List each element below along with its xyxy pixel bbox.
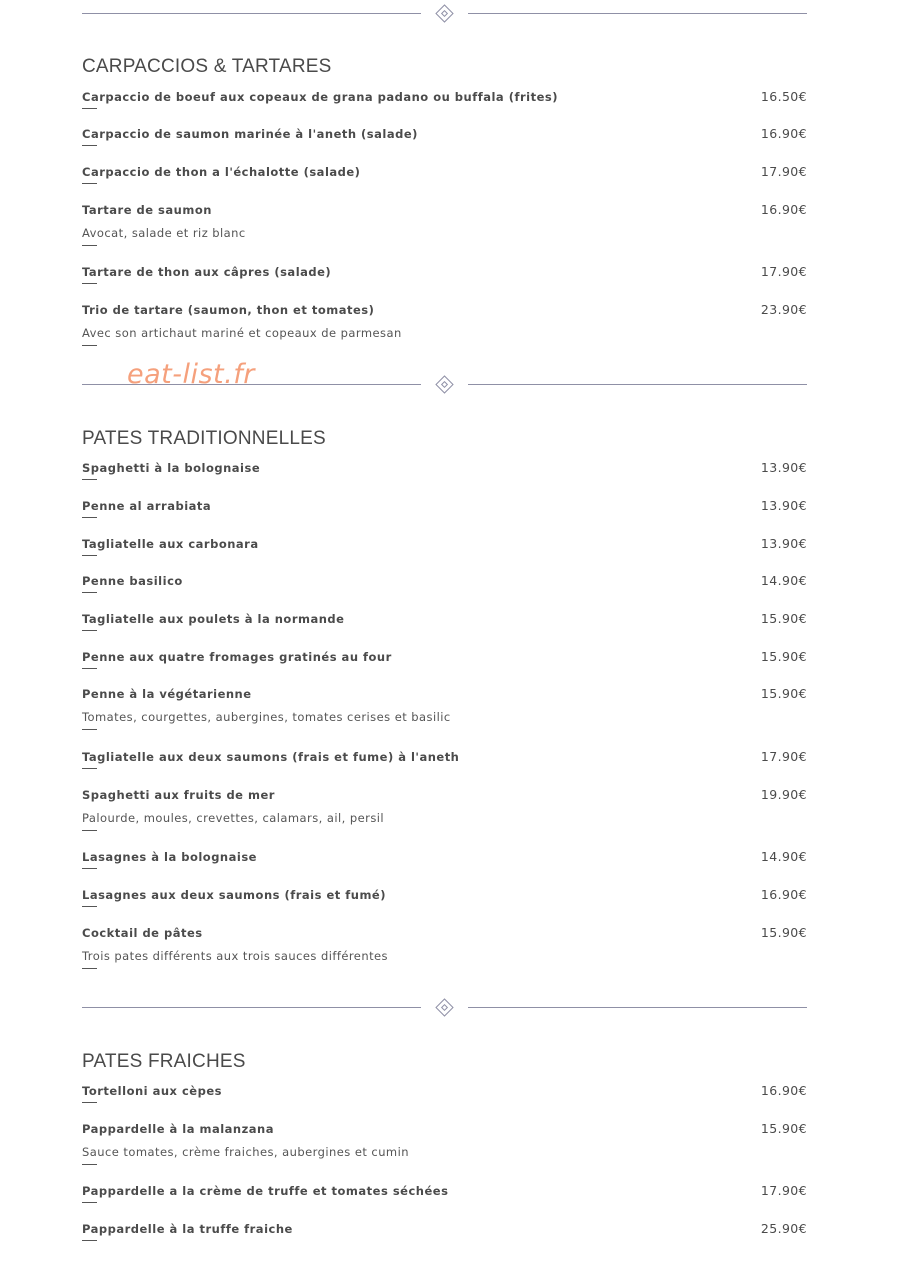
item-price: 15.90€ (760, 925, 807, 940)
item-price: 14.90€ (760, 573, 807, 588)
item-price: 23.90€ (760, 302, 807, 317)
item-price: 15.90€ (760, 649, 807, 664)
item-dash (82, 968, 97, 969)
diamond-ornament-icon (435, 4, 453, 22)
item-dash (82, 630, 97, 631)
item-dash (82, 1240, 97, 1241)
section-title: PATES TRADITIONNELLES (82, 428, 326, 449)
item-description: Palourde, moules, crevettes, calamars, ail, persil (82, 811, 385, 825)
item-price: 19.90€ (760, 787, 807, 802)
item-dash (82, 283, 97, 284)
watermark-text: eat-list.fr (127, 359, 255, 390)
item-description: Tomates, courgettes, aubergines, tomates cerises et basilic (82, 710, 451, 724)
item-description: Trois pates différents aux trois sauces différentes (82, 949, 388, 963)
item-name: Lasagnes à la bolognaise (82, 850, 257, 864)
item-price: 16.90€ (760, 887, 807, 902)
item-dash (82, 768, 97, 769)
item-dash (82, 517, 97, 518)
item-dash (82, 555, 97, 556)
item-dash (82, 245, 97, 246)
item-price: 14.90€ (760, 849, 807, 864)
item-price: 17.90€ (760, 164, 807, 179)
item-name: Pappardelle a la crème de truffe et tomates séchées (82, 1184, 449, 1198)
item-price: 16.90€ (760, 1083, 807, 1098)
item-price: 16.90€ (760, 202, 807, 217)
item-price: 25.90€ (760, 1221, 807, 1236)
item-name: Penne aux quatre fromages gratinés au four (82, 650, 392, 664)
item-description: Sauce tomates, crème fraiches, aubergines et cumin (82, 1145, 409, 1159)
item-name: Tartare de saumon (82, 203, 212, 217)
item-dash (82, 592, 97, 593)
item-description: Avocat, salade et riz blanc (82, 226, 246, 240)
item-price: 16.90€ (760, 126, 807, 141)
divider-line (468, 384, 807, 385)
item-name: Carpaccio de thon a l'échalotte (salade) (82, 165, 361, 179)
item-dash (82, 479, 97, 480)
divider-line (468, 13, 807, 14)
item-name: Tagliatelle aux deux saumons (frais et fume) à l'aneth (82, 750, 460, 764)
item-price: 13.90€ (760, 498, 807, 513)
section-title: CARPACCIOS & TARTARES (82, 56, 332, 77)
item-name: Pappardelle à la malanzana (82, 1122, 274, 1136)
item-price: 13.90€ (760, 460, 807, 475)
item-dash (82, 1102, 97, 1103)
item-name: Penne al arrabiata (82, 499, 212, 513)
item-dash (82, 830, 97, 831)
item-dash (82, 906, 97, 907)
item-name: Tartare de thon aux câpres (salade) (82, 265, 332, 279)
item-name: Trio de tartare (saumon, thon et tomates) (82, 303, 375, 317)
item-dash (82, 1202, 97, 1203)
item-name: Carpaccio de saumon marinée à l'aneth (salade) (82, 127, 418, 141)
divider-line (82, 13, 421, 14)
item-name: Spaghetti aux fruits de mer (82, 788, 275, 802)
diamond-ornament-icon (435, 998, 453, 1016)
item-name: Cocktail de pâtes (82, 926, 203, 940)
item-description: Avec son artichaut mariné et copeaux de parmesan (82, 326, 402, 340)
item-name: Tagliatelle aux carbonara (82, 537, 259, 551)
section-divider (82, 3, 807, 25)
item-price: 17.90€ (760, 749, 807, 764)
divider-line (468, 1007, 807, 1008)
section-divider (82, 997, 807, 1019)
item-dash (82, 729, 97, 730)
item-dash (82, 668, 97, 669)
item-price: 17.90€ (760, 1183, 807, 1198)
item-price: 15.90€ (760, 611, 807, 626)
item-dash (82, 108, 97, 109)
item-price: 15.90€ (760, 1121, 807, 1136)
item-price: 13.90€ (760, 536, 807, 551)
item-dash (82, 183, 97, 184)
item-dash (82, 145, 97, 146)
item-dash (82, 345, 97, 346)
item-name: Penne basilico (82, 574, 183, 588)
divider-line (82, 1007, 421, 1008)
item-name: Pappardelle à la truffe fraiche (82, 1222, 293, 1236)
item-dash (82, 868, 97, 869)
item-name: Lasagnes aux deux saumons (frais et fumé) (82, 888, 386, 902)
section-title: PATES FRAICHES (82, 1051, 246, 1072)
item-price: 16.50€ (760, 89, 807, 104)
item-name: Penne à la végétarienne (82, 687, 252, 701)
item-dash (82, 1164, 97, 1165)
item-price: 17.90€ (760, 264, 807, 279)
diamond-ornament-icon (435, 375, 453, 393)
item-name: Carpaccio de boeuf aux copeaux de grana padano ou buffala (frites) (82, 90, 558, 104)
item-price: 15.90€ (760, 686, 807, 701)
item-name: Spaghetti à la bolognaise (82, 461, 261, 475)
item-name: Tagliatelle aux poulets à la normande (82, 612, 345, 626)
item-name: Tortelloni aux cèpes (82, 1084, 222, 1098)
